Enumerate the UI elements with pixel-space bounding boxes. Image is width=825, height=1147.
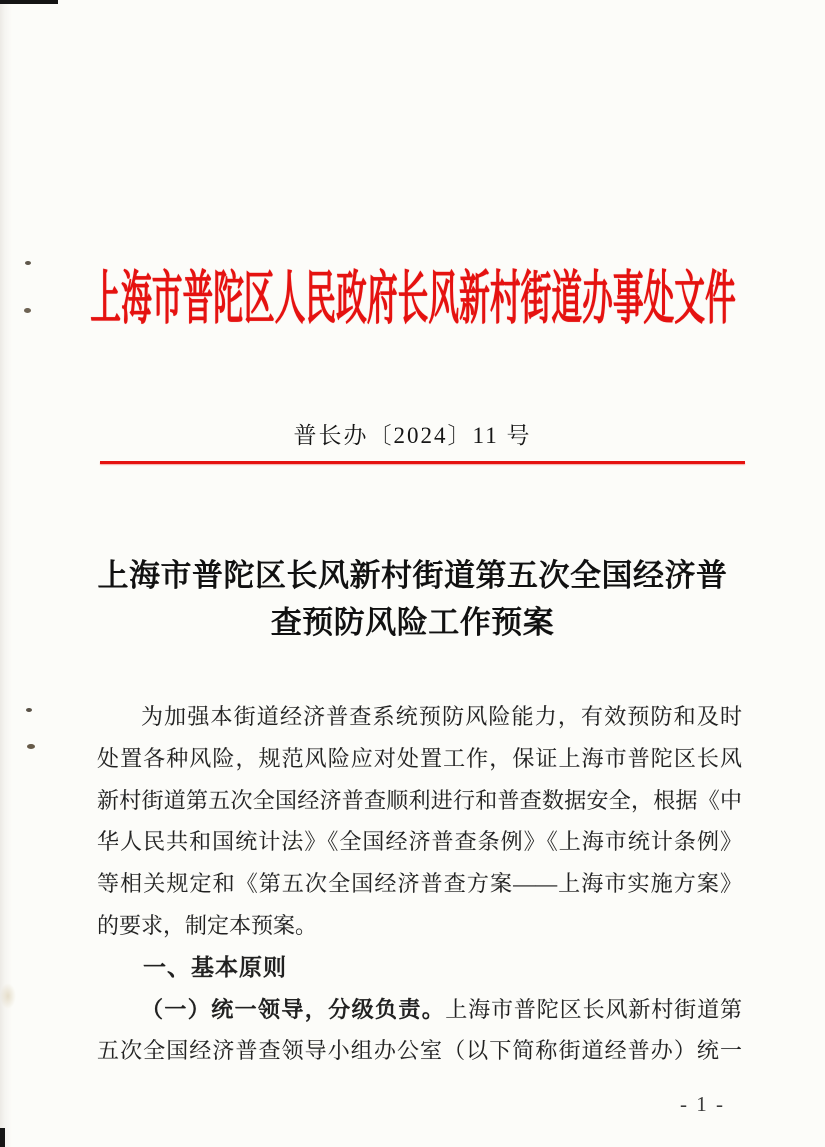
body-line: 五次全国经济普查领导小组办公室（以下简称街道经普办）统一 [97,1038,742,1064]
page-number: - 1 - [680,1092,725,1116]
letterhead-title: 上海市普陀区人民政府长风新村街道办事处文件 [89,266,736,331]
body-line: 处置各种风险，规范风险应对处置工作，保证上海市普陀区长风 [97,745,742,771]
scan-smudge [0,983,16,1009]
red-separator-line [100,461,745,464]
letterhead [0,266,825,332]
section-heading: 一、基本原则 [143,953,287,980]
body-line: 华人民共和国统计法》《全国经济普查条例》《上海市统计条例》 [97,829,742,855]
document-title-line-1: 上海市普陀区长风新村街道第五次全国经济普 [97,558,728,593]
item-lead-bold: （一）统一领导，分级负责。 [141,996,446,1022]
document-body [97,696,742,1072]
body-line: 等相关规定和《第五次全国经济普查方案——上海市实施方案》 [97,871,742,897]
scan-speck [26,708,32,712]
body-line: 为加强本街道经济普查系统预防风险能力，有效预防和及时 [141,704,742,729]
document-title [0,552,825,646]
doc-number: 普长办〔2024〕11 号 [293,423,532,448]
body-line [97,989,742,1031]
scan-artifact-bottom-left [0,1128,5,1147]
body-line: 新村街道第五次全国经济普查顺利进行和普查数据安全，根据《中 [97,787,742,813]
scan-speck [27,744,35,749]
body-line: 的要求，制定本预案。 [97,912,318,938]
document-title-line-2: 查预防风险工作预案 [270,605,555,640]
item-lead-rest: 上海市普陀区长风新村街道第 [445,996,742,1022]
scan-speck [25,261,31,265]
scan-artifact-top-left [0,0,58,4]
